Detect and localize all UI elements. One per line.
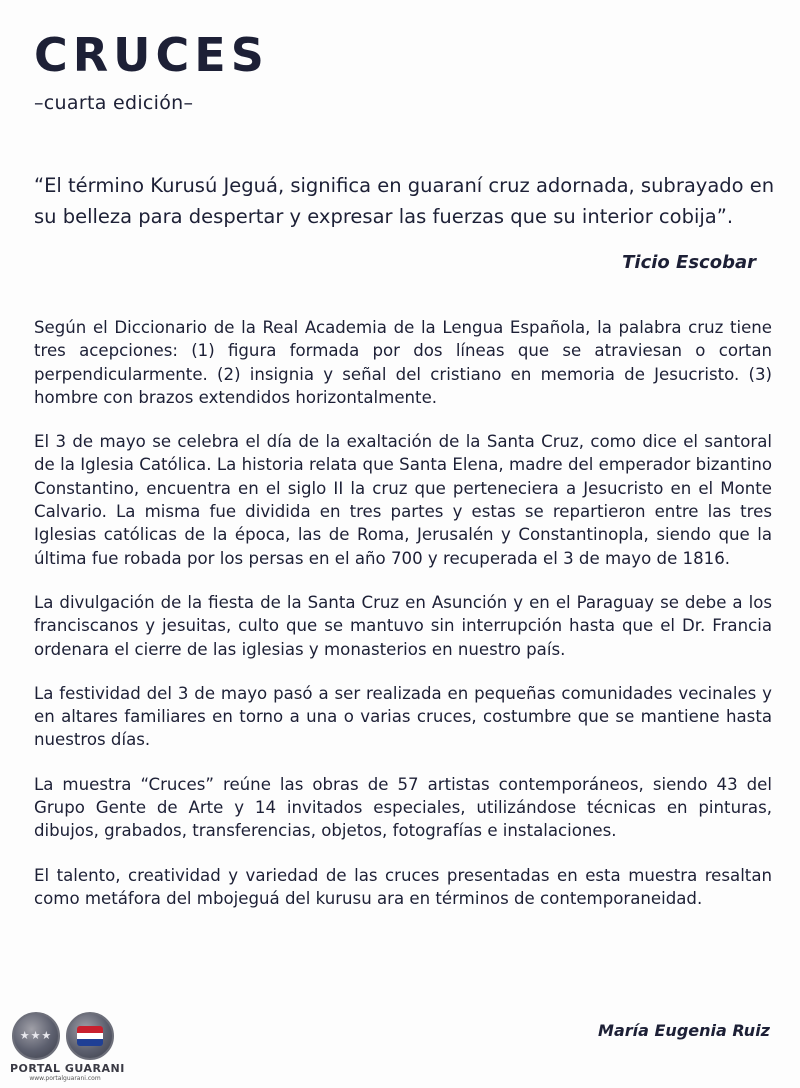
flag-icon [77,1026,103,1046]
edition-subtitle: –cuarta edición– [34,92,194,114]
paragraph-definitions: Según el Diccionario de la Real Academia de la Lengua Española, la palabra cruz tiene tres acepciones: (1) figura formada por dos líneas que se atraviesan o cortan perpendicularmente. (2) insignia y señal del cristiano en memoria de Jesucristo. (3) hombre con brazos extendidos horizontalmente. [34,318,772,407]
paragraph-history: El 3 de mayo se celebra el día de la exaltación de la Santa Cruz, como dice el santoral de la Iglesia Católica. La historia relata que Santa Elena, madre del emperador bizantino Constantino, encuentra en el siglo II la cruz que perteneciera a Jesucristo en el Monte Calvario. La misma fue dividida en tres partes y estas se repartieron entre las tres Iglesias católicas de la época, las de Roma, Jerusalén y Constantinopla, siendo que la última fue robada por los persas en el año 700 y recuperada el 3 de mayo de 1816. [34,432,772,568]
signature: María Eugenia Ruiz [598,1021,770,1040]
paragraph-festivity: La festividad del 3 de mayo pasó a ser realizada en pequeñas comunidades vecinales y en altares familiares en torno a una o varias cruces, costumbre que se mantiene hasta nuestros días. [34,683,772,750]
flag-seal-icon [66,1012,114,1060]
portal-name: PORTAL GUARANI [10,1062,125,1075]
paragraph-exhibition: La muestra “Cruces” reúne las obras de 57 artistas contemporáneos, siendo 43 del Grupo Gente de Arte y 14 invitados especiales, utilizándose técnicas en pinturas, dibujos, grabados, transferencias, objetos, fotografías e instalaciones. [34,774,772,841]
epigraph-author: Ticio Escobar [622,252,756,273]
seal-stars: ★★★ [19,1029,53,1042]
epigraph-quote: “El término Kurusú Jeguá, significa en guaraní cruz adornada, subrayado en su belleza para despertar y expresar las fuerzas que su interior cobija”. [34,174,775,228]
paragraph-closing: El talento, creatividad y variedad de las cruces presentadas en esta muestra resaltan como metáfora del mbojeguá del kurusu ara en términos de contemporaneidad. [34,865,772,908]
portal-guarani-logo [10,1012,125,1084]
page-title: CRUCES [34,28,269,82]
body-text [34,316,772,931]
flag-stripe-white [77,1033,103,1040]
flag-stripe-red [77,1026,103,1033]
portal-url: www.portalguarani.com [29,1075,101,1082]
stars-seal-icon [12,1012,60,1060]
paragraph-divulgation: La divulgación de la fiesta de la Santa Cruz en Asunción y en el Paraguay se debe a los franciscanos y jesuitas, culto que se mantuvo sin interrupción hasta que el Dr. Francia ordenara el cierre de las iglesias y monasterios en nuestro país. [34,592,772,659]
flag-stripe-blue [77,1039,103,1046]
